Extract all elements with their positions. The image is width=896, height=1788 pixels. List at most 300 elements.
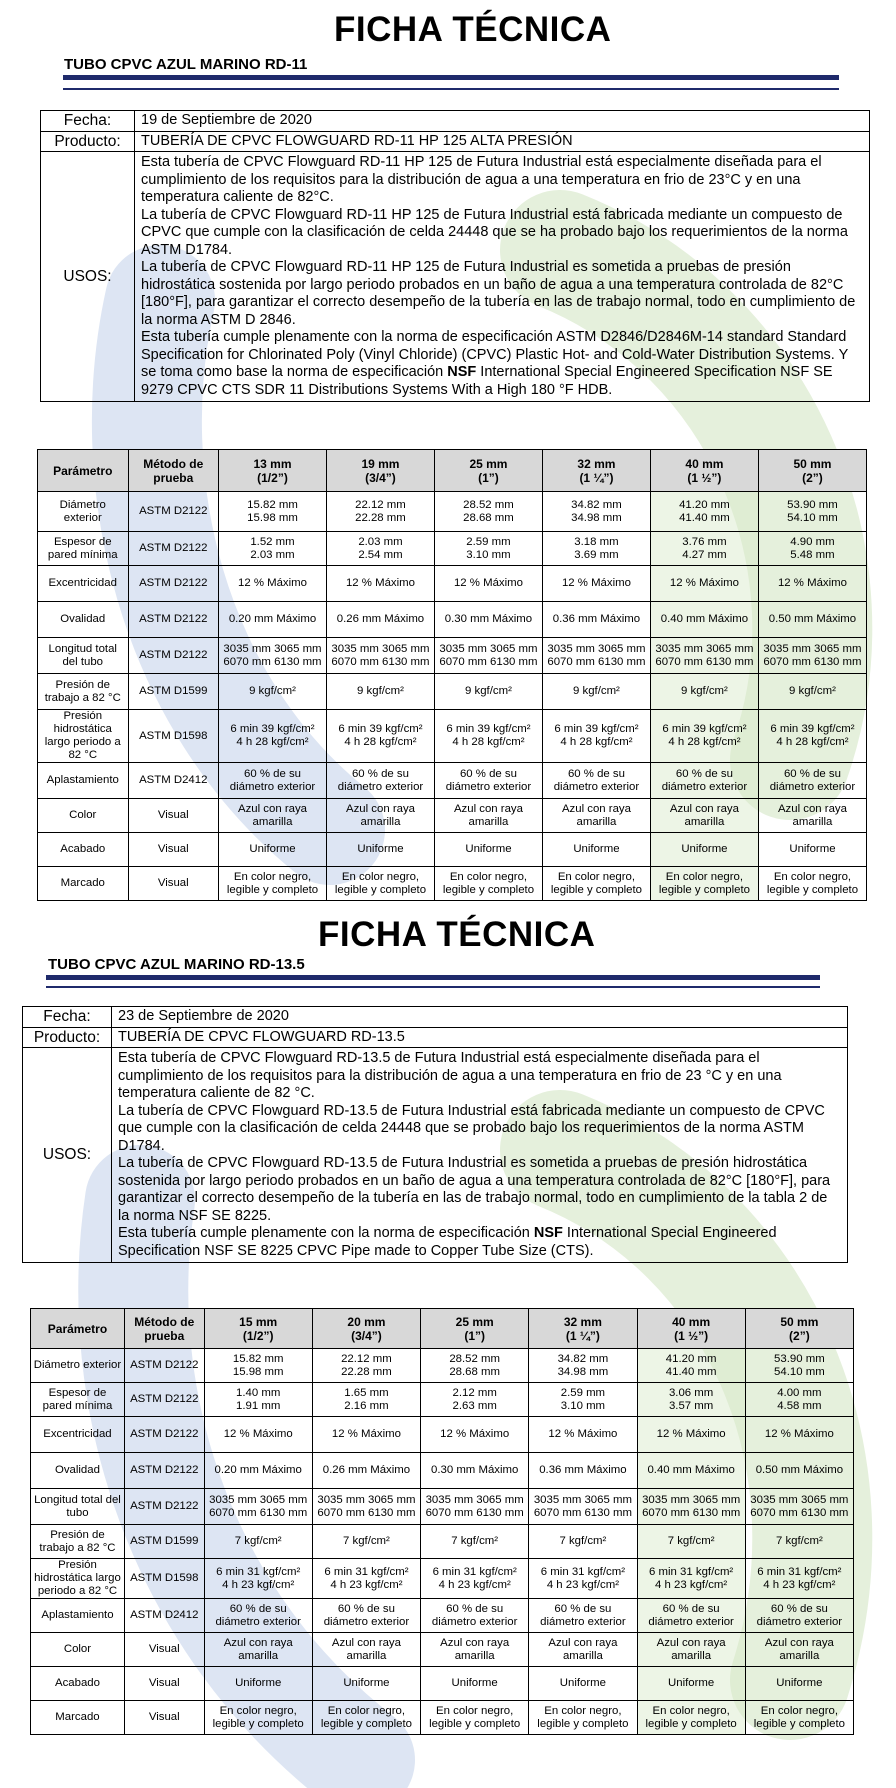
cell-line: 3.57 mm xyxy=(668,1399,714,1412)
row-method: ASTM D2122 xyxy=(124,1349,204,1383)
cell-line: 7 kgf/cm² xyxy=(343,1535,390,1547)
cell-line: 34.82 mm xyxy=(571,498,622,511)
cell-line: 4 h 23 kgf/cm² xyxy=(330,1578,403,1591)
header-parametro: Parámetro xyxy=(31,1309,125,1349)
cell-line: 22.28 mm xyxy=(355,511,406,524)
cell-line: diámetro exterior xyxy=(215,1615,301,1628)
cell-line: amarilla xyxy=(671,1649,712,1662)
spec-cell xyxy=(758,833,866,867)
row-method: Visual xyxy=(124,1701,204,1735)
spec-cell xyxy=(758,710,866,763)
spec-cell xyxy=(326,710,434,763)
cell-line: 3035 mm 3065 mm xyxy=(317,1493,416,1506)
spec-cell xyxy=(745,1383,853,1417)
cell-line: Azul con raya xyxy=(331,1636,401,1649)
spec-cell xyxy=(529,1633,637,1667)
header-size xyxy=(312,1309,420,1349)
info-row-usos xyxy=(41,152,870,402)
usos-text xyxy=(135,152,870,402)
cell-line: En color negro, xyxy=(760,1704,838,1717)
spec-cell xyxy=(421,1633,529,1667)
spec-row xyxy=(38,799,867,833)
cell-line: En color negro, xyxy=(665,870,744,883)
cell-line: 3.18 mm xyxy=(574,535,619,548)
cell-line: Azul con raya xyxy=(561,802,631,815)
spec-cell xyxy=(542,492,650,532)
spec-cell xyxy=(745,1633,853,1667)
row-parameter: Color xyxy=(31,1633,125,1667)
spec-cell xyxy=(745,1453,853,1489)
spec-row xyxy=(38,602,867,638)
cell-line: 22.12 mm xyxy=(355,498,406,511)
cell-line: 5.48 mm xyxy=(790,548,835,561)
row-parameter: Excentricidad xyxy=(31,1417,125,1453)
spec-cell xyxy=(758,532,866,566)
spec-row xyxy=(38,867,867,901)
header-size xyxy=(434,450,542,492)
cell-line: 60 % de su xyxy=(229,1602,287,1615)
cell-line: 34.98 mm xyxy=(557,1365,609,1378)
row-method: ASTM D2122 xyxy=(128,532,219,566)
cell-line: Uniforme xyxy=(249,843,296,855)
row-method: Visual xyxy=(128,799,219,833)
size-inch: (2”) xyxy=(789,1328,810,1343)
cell-line: 6070 mm 6130 mm xyxy=(750,1506,849,1519)
size-inch: (1 ½”) xyxy=(674,1328,709,1343)
usos-text-b: International Special Engineered Specification NSF SE 8225 CPVC Pipe made to Copper Tube Size (CTS). xyxy=(118,1225,777,1259)
usos-text-bold: NSF xyxy=(447,364,477,380)
size-mm: 15 mm xyxy=(239,1314,278,1329)
spec-cell xyxy=(650,566,758,602)
cell-line: 12 % Máximo xyxy=(669,577,739,589)
spec-header-row xyxy=(38,450,867,492)
cell-line: 7 kgf/cm² xyxy=(451,1535,499,1547)
cell-line: 41.20 mm xyxy=(665,1352,717,1365)
producto-label: Producto: xyxy=(23,1027,112,1048)
cell-line: Azul con raya xyxy=(237,802,307,815)
row-method: ASTM D1599 xyxy=(124,1525,204,1559)
size-mm: 50 mm xyxy=(780,1314,819,1329)
row-method: ASTM D2122 xyxy=(124,1453,204,1489)
size-inch: (1/2”) xyxy=(242,1328,274,1343)
spec-cell xyxy=(204,1701,312,1735)
header-size xyxy=(637,1309,745,1349)
sheet-subtitle: TUBO CPVC AZUL MARINO RD-11 xyxy=(64,56,308,73)
size-mm: 25 mm xyxy=(469,456,508,471)
row-parameter: Diámetro exterior xyxy=(38,492,129,532)
spec-cell xyxy=(219,710,327,763)
spec-cell xyxy=(745,1489,853,1525)
cell-line: 34.82 mm xyxy=(557,1352,609,1365)
usos-label: USOS: xyxy=(41,152,135,402)
spec-cell xyxy=(204,1383,312,1417)
cell-line: 6 min 31 kgf/cm² xyxy=(757,1565,842,1578)
cell-line: 4 h 28 kgf/cm² xyxy=(668,736,741,748)
row-method: ASTM D1599 xyxy=(128,674,219,710)
cell-line: 6070 mm 6130 mm xyxy=(439,655,538,668)
cell-line: 41.40 mm xyxy=(665,1365,717,1378)
cell-line: 2.59 mm xyxy=(560,1386,606,1399)
spec-cell xyxy=(745,1417,853,1453)
spec-row xyxy=(31,1633,854,1667)
cell-line: 2.63 mm xyxy=(452,1399,497,1412)
spec-cell xyxy=(326,867,434,901)
size-mm: 50 mm xyxy=(793,456,832,471)
row-parameter: Longitud total del tubo xyxy=(31,1489,125,1525)
cell-line: 12 % Máximo xyxy=(453,577,523,589)
spec-cell xyxy=(312,1525,420,1559)
cell-line: 6070 mm 6130 mm xyxy=(331,655,430,668)
size-inch: (1 ½”) xyxy=(687,470,722,485)
cell-line: Azul con raya xyxy=(656,1636,726,1649)
spec-cell xyxy=(421,1417,529,1453)
spec-cell xyxy=(434,492,542,532)
usos-paragraph: Esta tubería de CPVC Flowguard RD-13.5 de Futura Industrial está especialmente diseñada para el cumplimiento de los requisitos para la distribución de agua a una temperatura en frio de 23 °C y en una temperatura caliente de 82 °C. xyxy=(118,1050,782,1101)
spec-cell xyxy=(542,638,650,674)
spec-row xyxy=(38,710,867,763)
cell-line: 15.82 mm xyxy=(247,498,298,511)
row-parameter: Aplastamiento xyxy=(38,763,129,799)
spec-row xyxy=(31,1559,854,1599)
cell-line: amarilla xyxy=(468,815,509,828)
row-method: ASTM D2122 xyxy=(124,1383,204,1417)
spec-cell xyxy=(650,833,758,867)
cell-line: 60 % de su xyxy=(675,767,733,780)
spec-cell xyxy=(421,1525,529,1559)
spec-cell xyxy=(219,602,327,638)
size-inch: (2”) xyxy=(802,470,823,485)
cell-line: amarilla xyxy=(684,815,725,828)
row-method: Visual xyxy=(124,1667,204,1701)
cell-line: amarilla xyxy=(562,1649,603,1662)
spec-cell xyxy=(326,532,434,566)
cell-line: 3.06 mm xyxy=(668,1386,714,1399)
spec-cell xyxy=(434,566,542,602)
cell-line: 28.68 mm xyxy=(449,1365,500,1378)
row-method: Visual xyxy=(124,1633,204,1667)
row-parameter: Diámetro exterior xyxy=(31,1349,125,1383)
spec-cell xyxy=(312,1559,420,1599)
cell-line: 2.12 mm xyxy=(452,1386,497,1399)
cell-line: 6 min 31 kgf/cm² xyxy=(324,1565,409,1578)
producto-value: TUBERÍA DE CPVC FLOWGUARD RD-11 HP 125 ALTA PRESIÓN xyxy=(135,131,870,152)
cell-line: 6070 mm 6130 mm xyxy=(223,655,322,668)
spec-cell xyxy=(434,833,542,867)
cell-line: 53.90 mm xyxy=(787,498,838,511)
cell-line: 12 % Máximo xyxy=(237,577,307,589)
spec-cell xyxy=(326,674,434,710)
row-parameter: Presión de trabajo a 82 °C xyxy=(31,1525,125,1559)
header-size xyxy=(529,1309,637,1349)
cell-line: 6 min 39 kgf/cm² xyxy=(446,723,531,735)
size-inch: (1 ¼”) xyxy=(565,1328,600,1343)
cell-line: 53.90 mm xyxy=(774,1352,825,1365)
spec-cell xyxy=(312,1383,420,1417)
header-size xyxy=(758,450,866,492)
cell-line: Azul con raya xyxy=(548,1636,618,1649)
spec-cell xyxy=(529,1417,637,1453)
cell-line: legible y completo xyxy=(766,883,859,896)
spec-cell xyxy=(204,1633,312,1667)
usos-paragraph-last xyxy=(118,1225,841,1260)
spec-cell xyxy=(219,833,327,867)
cell-line: 3035 mm 3065 mm xyxy=(547,642,646,655)
cell-line: 4 h 23 kgf/cm² xyxy=(546,1578,619,1591)
producto-label: Producto: xyxy=(41,131,135,152)
spec-cell xyxy=(529,1667,637,1701)
row-method: ASTM D1598 xyxy=(128,710,219,763)
size-inch: (1 ¼”) xyxy=(579,470,614,485)
spec-table xyxy=(30,1308,854,1735)
spec-cell xyxy=(204,1349,312,1383)
spec-cell xyxy=(204,1453,312,1489)
cell-line: legible y completo xyxy=(334,883,427,896)
spec-cell xyxy=(219,799,327,833)
spec-cell xyxy=(219,638,327,674)
row-method: ASTM D2122 xyxy=(124,1489,204,1525)
cell-line: 4.27 mm xyxy=(682,548,727,561)
cell-line: 3035 mm 3065 mm xyxy=(642,1493,741,1506)
spec-cell xyxy=(650,867,758,901)
spec-cell xyxy=(650,674,758,710)
usos-text-b: International Special Engineered Specification NSF SE 9279 CPVC CTS SDR 11 Distributions Systems With a High 180 °F HDB. xyxy=(141,364,833,398)
spec-cell xyxy=(219,492,327,532)
row-parameter: Color xyxy=(38,799,129,833)
cell-line: 0.20 mm Máximo xyxy=(214,1464,302,1476)
spec-cell xyxy=(434,602,542,638)
row-method: ASTM D2412 xyxy=(124,1599,204,1633)
cell-line: 7 kgf/cm² xyxy=(775,1535,823,1547)
spec-cell xyxy=(542,867,650,901)
size-mm: 32 mm xyxy=(577,456,616,471)
header-rule-thick xyxy=(63,75,839,80)
sheet-title: FICHA TÉCNICA xyxy=(334,10,612,49)
spec-cell xyxy=(650,710,758,763)
cell-line: 6 min 39 kgf/cm² xyxy=(662,723,747,735)
spec-cell xyxy=(637,1349,745,1383)
cell-line: 4 h 23 kgf/cm² xyxy=(438,1578,511,1591)
spec-cell xyxy=(529,1349,637,1383)
spec-row xyxy=(31,1701,854,1735)
header-rule-thin xyxy=(63,88,839,90)
spec-cell xyxy=(312,1349,420,1383)
spec-cell xyxy=(758,799,866,833)
cell-line: 0.36 mm Máximo xyxy=(552,613,641,625)
row-method: ASTM D2412 xyxy=(128,763,219,799)
spec-cell xyxy=(219,566,327,602)
cell-line: 60 % de su xyxy=(351,767,409,780)
fecha-label: Fecha: xyxy=(41,111,135,132)
cell-line: En color negro, xyxy=(341,870,420,883)
size-mm: 32 mm xyxy=(563,1314,602,1329)
cell-line: 0.40 mm Máximo xyxy=(647,1464,735,1476)
cell-line: legible y completo xyxy=(442,883,535,896)
spec-cell xyxy=(204,1525,312,1559)
row-parameter: Acabado xyxy=(38,833,129,867)
spec-cell xyxy=(758,602,866,638)
cell-line: 3035 mm 3065 mm xyxy=(655,642,754,655)
info-row-fecha xyxy=(41,111,870,132)
cell-line: 9 kgf/cm² xyxy=(573,685,620,697)
header-size xyxy=(326,450,434,492)
cell-line: diámetro exterior xyxy=(769,780,856,793)
cell-line: 3035 mm 3065 mm xyxy=(425,1493,524,1506)
cell-line: 15.82 mm xyxy=(232,1352,284,1365)
spec-row xyxy=(38,674,867,710)
cell-line: 3.76 mm xyxy=(682,535,727,548)
spec-cell xyxy=(312,1701,420,1735)
spec-row xyxy=(31,1383,854,1417)
cell-line: 3.10 mm xyxy=(466,548,511,561)
cell-line: 60 % de su xyxy=(446,1602,504,1615)
cell-line: 4 h 28 kgf/cm² xyxy=(344,736,417,748)
spec-row xyxy=(38,763,867,799)
spec-cell xyxy=(312,1417,420,1453)
cell-line: 4.00 mm xyxy=(777,1386,822,1399)
spec-row xyxy=(31,1489,854,1525)
fecha-value: 23 de Septiembre de 2020 xyxy=(112,1007,848,1028)
cell-line: 0.30 mm Máximo xyxy=(444,613,533,625)
row-parameter: Excentricidad xyxy=(38,566,129,602)
info-row-usos xyxy=(23,1048,848,1263)
cell-line: Uniforme xyxy=(559,1677,606,1689)
sheet-subtitle: TUBO CPVC AZUL MARINO RD-13.5 xyxy=(48,956,305,973)
spec-cell xyxy=(219,763,327,799)
cell-line: 1.65 mm xyxy=(344,1386,389,1399)
row-parameter: Marcado xyxy=(38,867,129,901)
cell-line: 12 % Máximo xyxy=(345,577,415,589)
header-metodo: Método de prueba xyxy=(124,1309,204,1349)
spec-cell xyxy=(758,638,866,674)
cell-line: legible y completo xyxy=(753,1717,845,1730)
cell-line: amarilla xyxy=(792,815,833,828)
usos-paragraph-last xyxy=(141,329,863,399)
row-parameter: Marcado xyxy=(31,1701,125,1735)
header-size xyxy=(542,450,650,492)
cell-line: Uniforme xyxy=(465,843,512,855)
cell-line: Azul con raya xyxy=(764,1636,834,1649)
spec-cell xyxy=(542,566,650,602)
cell-line: amarilla xyxy=(779,1649,820,1662)
cell-line: Azul con raya xyxy=(453,802,523,815)
cell-line: 3.69 mm xyxy=(574,548,619,561)
spec-cell xyxy=(542,532,650,566)
usos-text xyxy=(112,1048,848,1263)
cell-line: 60 % de su xyxy=(554,1602,612,1615)
row-parameter: Presión hidrostática largo periodo a 82 °C xyxy=(38,710,129,763)
spec-cell xyxy=(421,1349,529,1383)
cell-line: 4 h 23 kgf/cm² xyxy=(222,1578,295,1591)
header-size xyxy=(219,450,327,492)
spec-table xyxy=(37,449,867,901)
info-row-producto xyxy=(41,131,870,152)
cell-line: 7 kgf/cm² xyxy=(234,1535,282,1547)
spec-cell xyxy=(745,1559,853,1599)
cell-line: diámetro exterior xyxy=(553,780,640,793)
row-method: ASTM D2122 xyxy=(128,566,219,602)
header-metodo: Método de prueba xyxy=(128,450,219,492)
spec-cell xyxy=(434,674,542,710)
spec-cell xyxy=(637,1525,745,1559)
cell-line: 60 % de su xyxy=(783,767,841,780)
header-size xyxy=(421,1309,529,1349)
spec-cell xyxy=(421,1559,529,1599)
cell-line: 0.30 mm Máximo xyxy=(430,1464,519,1476)
spec-cell xyxy=(529,1525,637,1559)
row-parameter: Ovalidad xyxy=(31,1453,125,1489)
cell-line: Azul con raya xyxy=(440,1636,510,1649)
cell-line: 9 kgf/cm² xyxy=(789,685,836,697)
cell-line: 0.26 mm Máximo xyxy=(322,1464,411,1476)
cell-line: Uniforme xyxy=(668,1677,715,1689)
cell-line: 12 % Máximo xyxy=(223,1428,293,1440)
cell-line: 9 kgf/cm² xyxy=(465,685,512,697)
spec-cell xyxy=(204,1559,312,1599)
header-size xyxy=(650,450,758,492)
spec-row xyxy=(38,532,867,566)
header-size xyxy=(204,1309,312,1349)
cell-line: En color negro, xyxy=(449,870,528,883)
cell-line: 1.40 mm xyxy=(236,1386,281,1399)
row-method: ASTM D2122 xyxy=(124,1417,204,1453)
spec-cell xyxy=(312,1489,420,1525)
spec-cell xyxy=(204,1667,312,1701)
cell-line: 6070 mm 6130 mm xyxy=(533,1506,632,1519)
info-table xyxy=(22,1006,848,1263)
cell-line: Uniforme xyxy=(776,1677,823,1689)
cell-line: 2.03 mm xyxy=(358,535,403,548)
spec-cell xyxy=(745,1667,853,1701)
size-mm: 20 mm xyxy=(347,1314,386,1329)
cell-line: 60 % de su xyxy=(243,767,301,780)
cell-line: legible y completo xyxy=(658,883,751,896)
spec-cell xyxy=(312,1667,420,1701)
spec-cell xyxy=(219,532,327,566)
cell-line: legible y completo xyxy=(212,1717,304,1730)
spec-header-row xyxy=(31,1309,854,1349)
spec-cell xyxy=(326,833,434,867)
cell-line: Azul con raya xyxy=(223,1636,293,1649)
cell-line: diámetro exterior xyxy=(648,1615,734,1628)
cell-line: 0.50 mm Máximo xyxy=(755,1464,844,1476)
cell-line: 28.52 mm xyxy=(449,1352,500,1365)
info-table xyxy=(40,110,870,402)
cell-line: 12 % Máximo xyxy=(764,1428,834,1440)
cell-line: Azul con raya xyxy=(345,802,415,815)
cell-line: 0.36 mm Máximo xyxy=(539,1464,627,1476)
cell-line: 2.03 mm xyxy=(250,548,295,561)
cell-line: diámetro exterior xyxy=(540,1615,626,1628)
spec-cell xyxy=(650,763,758,799)
spec-cell xyxy=(529,1489,637,1525)
cell-line: 4.90 mm xyxy=(790,535,835,548)
spec-row xyxy=(38,566,867,602)
cell-line: 7 kgf/cm² xyxy=(559,1535,607,1547)
cell-line: 2.54 mm xyxy=(358,548,403,561)
cell-line: Uniforme xyxy=(681,843,728,855)
spec-cell xyxy=(637,1417,745,1453)
spec-cell xyxy=(745,1349,853,1383)
usos-paragraph: La tubería de CPVC Flowguard RD-11 HP 125 de Futura Industrial es sometida a pruebas de presión hidrostática sostenida por largo periodo probados en un baño de agua a una temperatura controlada de 82°C [180°F], para garantizar el correcto desempeño de la tubería en las de trabajo normal, todo en cumplimiento de la norma ASTM D 2846. xyxy=(141,259,856,328)
cell-line: 0.26 mm Máximo xyxy=(336,613,425,625)
fecha-value: 19 de Septiembre de 2020 xyxy=(135,111,870,132)
spec-cell xyxy=(529,1383,637,1417)
usos-paragraph: Esta tubería de CPVC Flowguard RD-11 HP 125 de Futura Industrial está especialmente diseñada para el cumplimiento de los requisitos para la distribución de agua a una temperatura en frio de 23°C y en una temperatura caliente de 82°C. xyxy=(141,154,822,205)
size-inch: (1”) xyxy=(464,1328,485,1343)
spec-cell xyxy=(637,1633,745,1667)
row-parameter: Aplastamiento xyxy=(31,1599,125,1633)
usos-paragraph: La tubería de CPVC Flowguard RD-11 HP 125 de Futura Industrial está fabricada mediante un compuesto de CPVC que cumple con la clasificación de celda 24448 que se ha probado bajo los requerimientos de la norma ASTM D1784. xyxy=(141,206,848,258)
